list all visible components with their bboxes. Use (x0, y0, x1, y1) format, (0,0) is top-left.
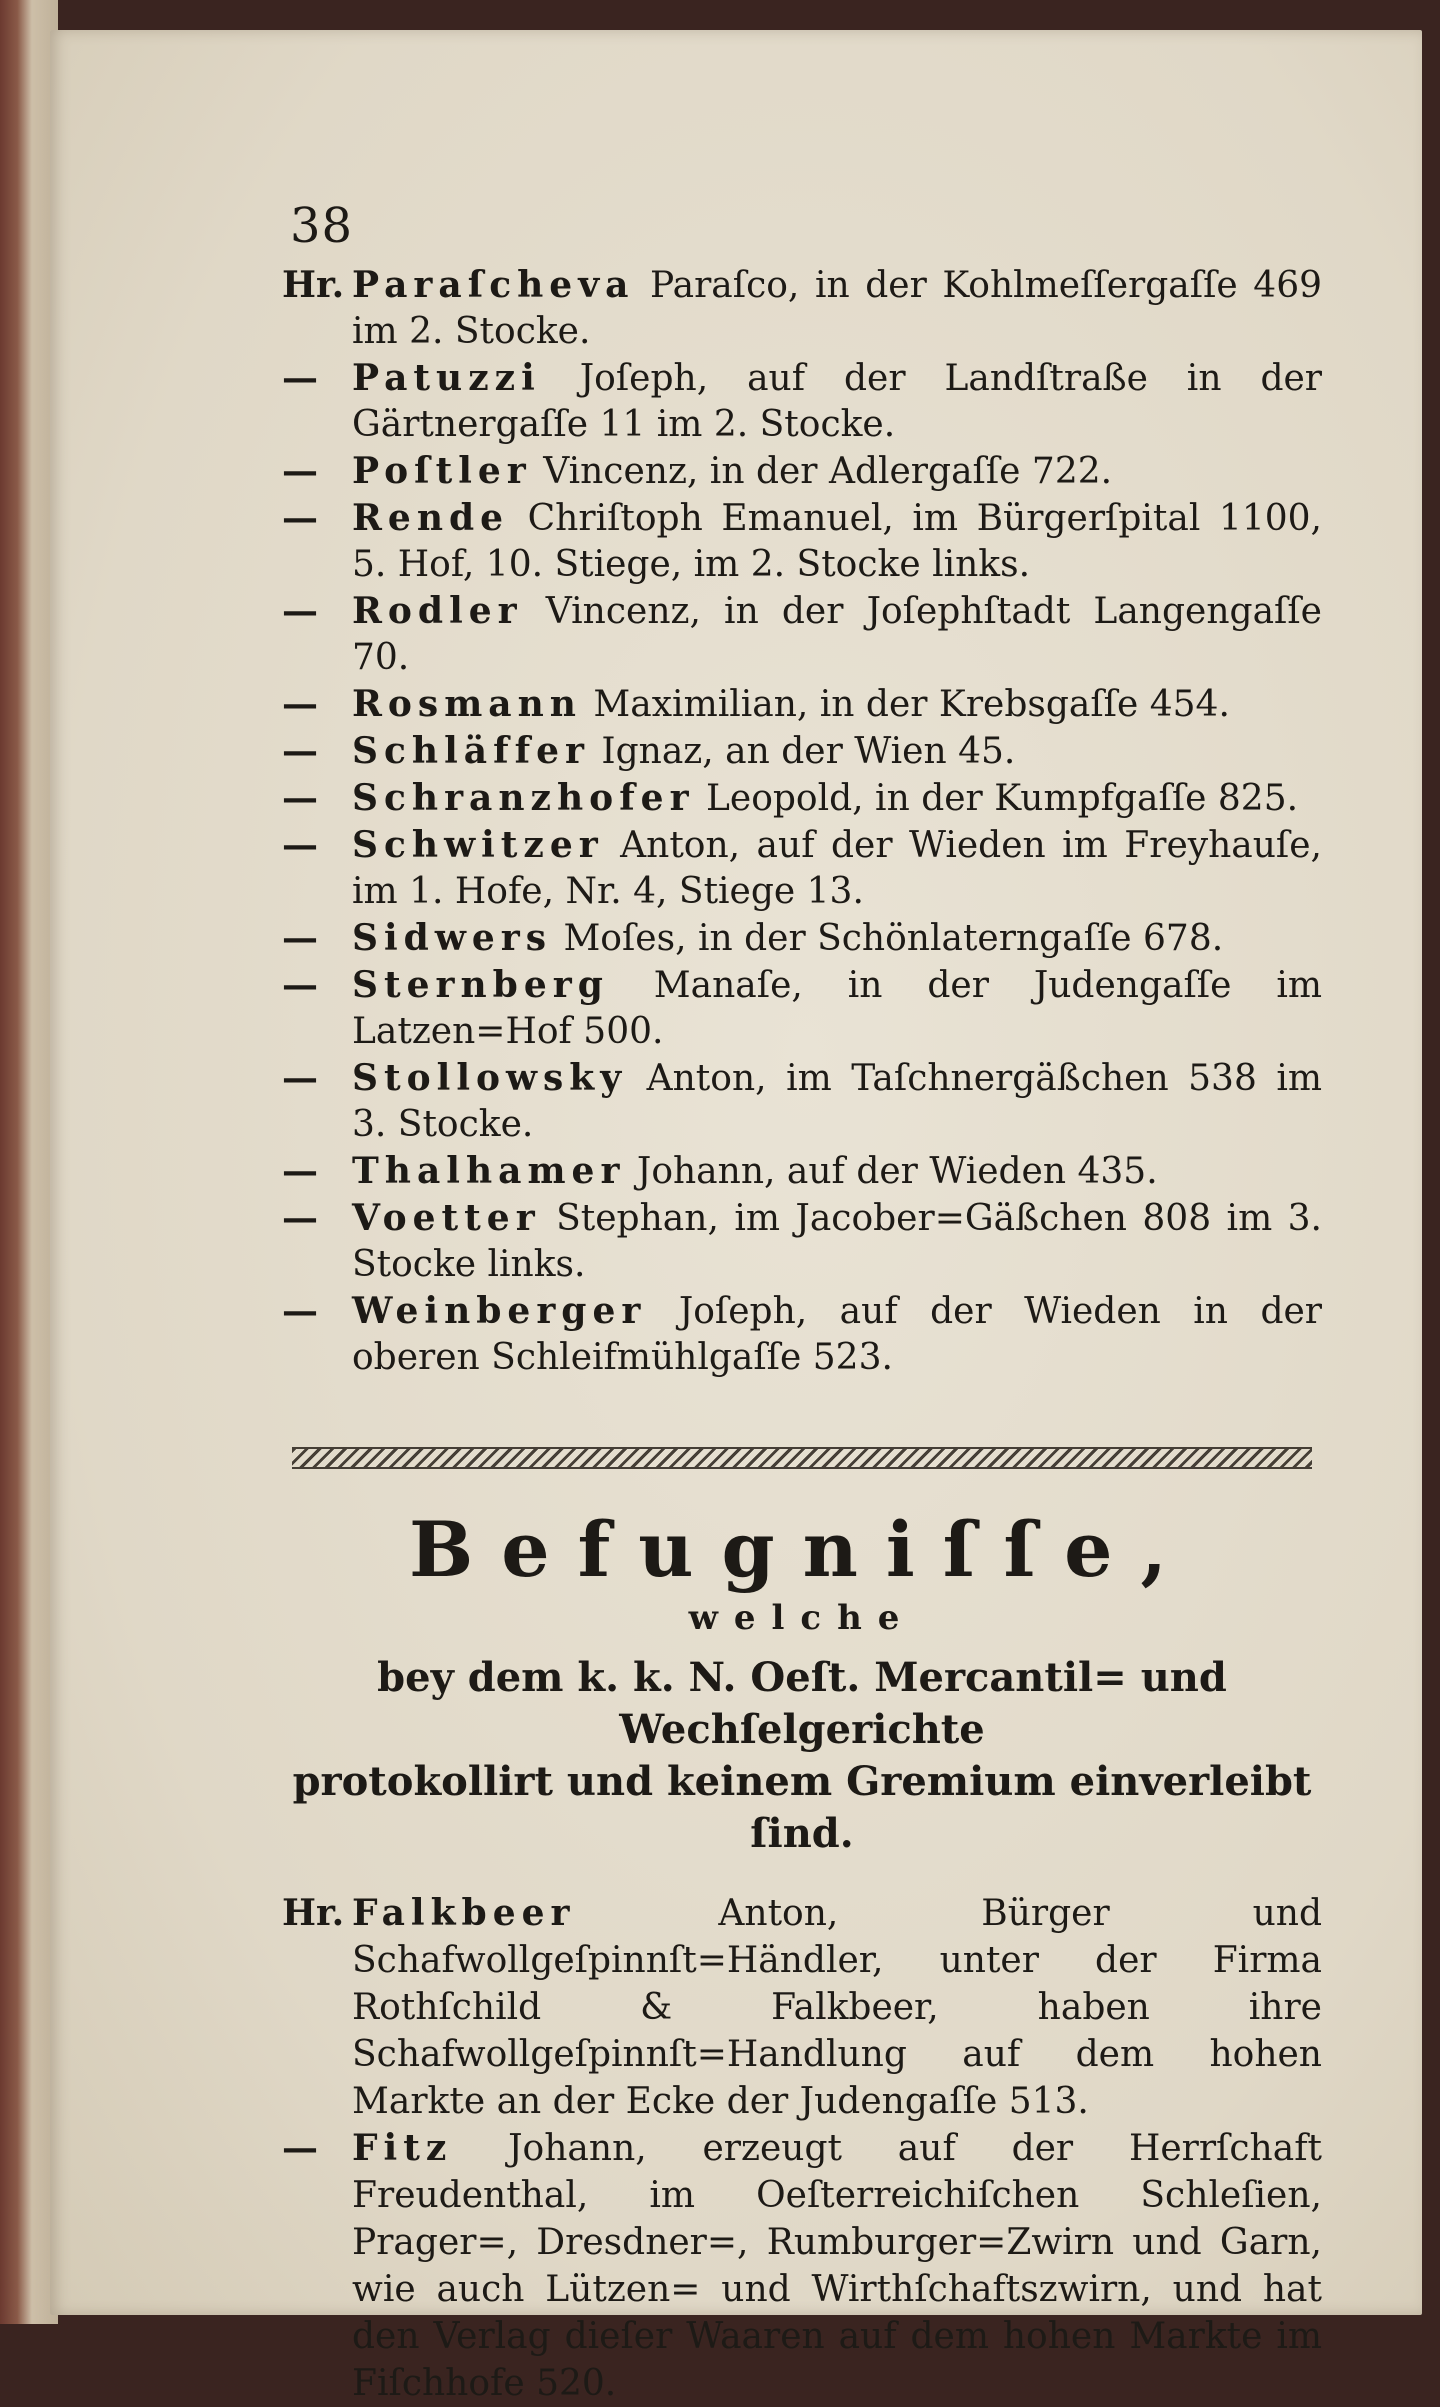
entry-name: Stollowsky (352, 1057, 628, 1099)
entry-lead: — (282, 590, 318, 632)
section-subheading: welche (688, 1598, 916, 1638)
list-item (282, 1890, 1322, 2125)
entry-lead: — (282, 497, 318, 539)
list-item (282, 822, 1322, 915)
entry-text: Ignaz, an der Wien 45. (601, 731, 1016, 772)
list-item (282, 355, 1322, 448)
entry-text: Vincenz, in der Adlergaſſe 722. (543, 451, 1113, 492)
list-item (282, 1195, 1322, 1288)
entry-lead: Hr. (282, 264, 345, 306)
section-description-line2: protokollirt und keinem Gremium einverleibt ſind. (292, 1758, 1312, 1857)
entry-text: Anton, im Taſchnergäßchen 538 im 3. Stocke. (352, 1058, 1322, 1145)
book-page (50, 30, 1422, 2404)
firm-list (282, 1890, 1322, 2407)
list-item (282, 681, 1322, 728)
entry-lead: — (282, 824, 318, 866)
entry-name: Sternberg (352, 964, 609, 1006)
entry-text: Stephan, im Jacober=Gäßchen 808 im 3. Stocke links. (352, 1198, 1322, 1285)
entry-name: Paraſcheva (352, 264, 635, 306)
entry-lead: — (282, 357, 318, 399)
section-description-line1: bey dem k. k. N. Oeſt. Mercantil= und Wechſelgerichte (377, 1654, 1227, 1753)
list-item (282, 962, 1322, 1055)
entry-lead: — (282, 730, 318, 772)
list-item (282, 2125, 1322, 2407)
section-heading: Befugniſſe, (408, 1505, 1195, 1594)
section-description (282, 1652, 1322, 1860)
ornamental-divider (292, 1447, 1312, 1469)
entry-lead: Hr. (282, 1892, 345, 1934)
entry-text: Maximilian, in der Krebsgaſſe 454. (593, 684, 1230, 725)
entry-lead: — (282, 964, 318, 1006)
entry-text: Anton, Bürger und Schafwollgeſpinnſt=Händler, unter der Firma Rothſchild & Falkbeer, haben ihre Schafwollgeſpinnſt=Handlung auf dem hohen Markte an der Ecke der Judengaſſe 513. (352, 1893, 1322, 2122)
entry-text: Joſeph, auf der Landſtraße in der Gärtnergaſſe 11 im 2. Stocke. (352, 358, 1322, 445)
entry-text: Vincenz, in der Joſephſtadt Langengaſſe 70. (352, 591, 1322, 678)
entry-text: Paraſco, in der Kohlmeſſergaſſe 469 im 2. Stocke. (352, 265, 1322, 352)
list-item (282, 775, 1322, 822)
entry-lead: — (282, 917, 318, 959)
entry-lead: — (282, 2127, 318, 2169)
page-number: 38 (290, 198, 354, 254)
entry-lead: — (282, 450, 318, 492)
entry-text: Leopold, in der Kumpfgaſſe 825. (706, 778, 1299, 819)
list-item (282, 915, 1322, 962)
entry-text: Johann, auf der Wieden 435. (636, 1151, 1158, 1192)
entry-lead: — (282, 683, 318, 725)
entry-name: Rodler (352, 590, 523, 632)
entry-lead: — (282, 1197, 318, 1239)
entry-name: Sidwers (352, 917, 552, 959)
list-item (282, 1055, 1322, 1148)
entry-text: Manaſe, in der Judengaſſe im Latzen=Hof 500. (352, 965, 1322, 1052)
list-item (282, 1148, 1322, 1195)
list-item (282, 495, 1322, 588)
entry-lead: — (282, 777, 318, 819)
entry-name: Thalhamer (352, 1150, 626, 1192)
address-list (282, 262, 1322, 1381)
entry-name: Falkbeer (352, 1892, 576, 1934)
list-item (282, 588, 1322, 681)
entry-text: Moſes, in der Schönlaterngaſſe 678. (563, 918, 1224, 959)
entry-name: Rosmann (352, 683, 582, 725)
entry-name: Poſtler (352, 450, 532, 492)
entry-lead: — (282, 1150, 318, 1192)
entry-name: Schläffer (352, 730, 590, 772)
entry-lead: — (282, 1057, 318, 1099)
entry-text: Anton, auf der Wieden im Freyhauſe, im 1. Hofe, Nr. 4, Stiege 13. (352, 825, 1322, 912)
entry-name: Rende (352, 497, 510, 539)
entry-text: Johann, erzeugt auf der Herrſchaft Freudenthal, im Oeſterreichiſchen Schleſien, Prager=, Dresdner=, Rumburger=Zwirn und Garn, wie auch Lützen= und Wirthſchaftszwirn, und hat den Verlag dieſer Waaren auf dem hohen Markte im Fiſchhofe 520. (352, 2128, 1322, 2404)
entry-name: Fitz (352, 2127, 453, 2169)
page-content (282, 198, 1322, 2407)
list-item (282, 728, 1322, 775)
entry-name: Patuzzi (352, 357, 541, 399)
entry-name: Schranzhofer (352, 777, 695, 819)
entry-lead: — (282, 1290, 318, 1332)
entry-name: Schwitzer (352, 824, 604, 866)
entry-text: Joſeph, auf der Wieden in der oberen Schleifmühlgaſſe 523. (352, 1291, 1323, 1378)
list-item (282, 1288, 1322, 1381)
list-item (282, 262, 1322, 355)
entry-name: Weinberger (352, 1290, 647, 1332)
entry-name: Voetter (352, 1197, 541, 1239)
list-item (282, 448, 1322, 495)
entry-text: Chriſtoph Emanuel, im Bürgerſpital 1100, 5. Hof, 10. Stiege, im 2. Stocke links. (352, 498, 1322, 585)
